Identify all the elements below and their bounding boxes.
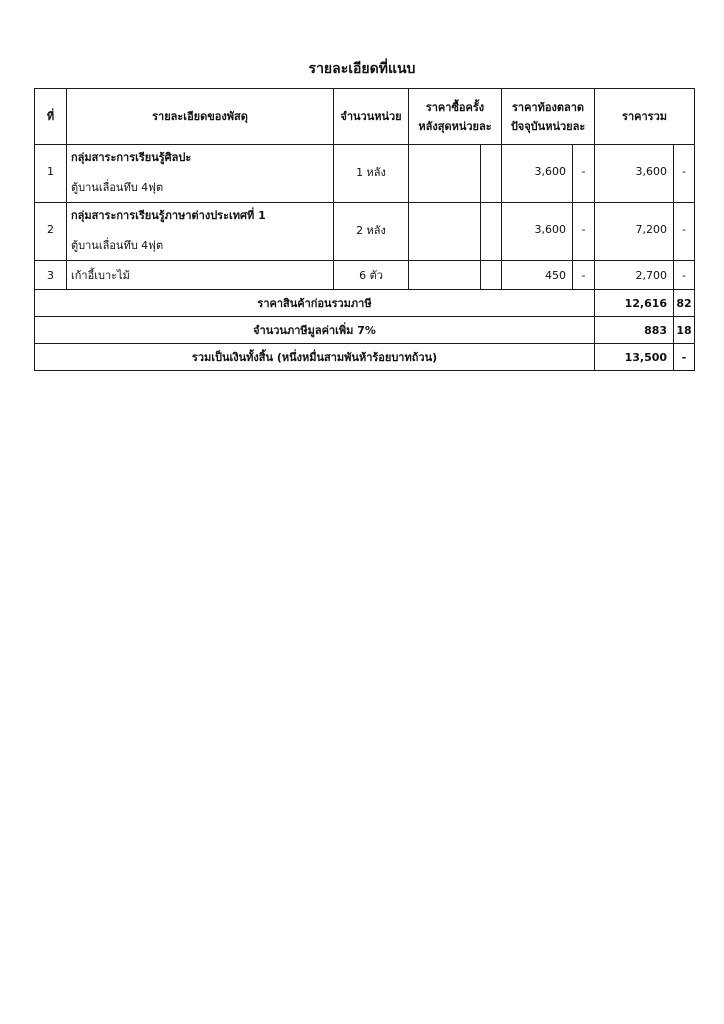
row-market-price: 3,600: [502, 145, 573, 203]
row-item-name: เก้าอี้เบาะไม้: [67, 261, 334, 290]
row-qty: 6 ตัว: [334, 261, 409, 290]
row-item-name: ตู้บานเลื่อนทึบ 4ฟุต: [71, 238, 164, 252]
row-group-title: กลุ่มสาระการเรียนรู้ศิลปะ: [71, 150, 192, 164]
row-qty: 2 หลัง: [334, 203, 409, 261]
header-market-price-line1: ราคาท้องตลาด: [511, 100, 585, 114]
header-last-price-line1: ราคาซื้อครั้ง: [425, 100, 485, 114]
header-last-price: [409, 89, 502, 145]
grand-total-label: รวมเป็นเงินทั้งสิ้น (หนึ่งหมื่นสามพันห้าร้อยบาทถ้วน): [35, 344, 595, 371]
row-total-dec: -: [674, 203, 695, 261]
row-detail: [67, 203, 334, 261]
table-row: [35, 261, 695, 290]
grand-total-value: 13,500: [595, 344, 674, 371]
row-last-price: [409, 203, 481, 261]
header-market-price: [502, 89, 595, 145]
vat-value: 883: [595, 317, 674, 344]
row-number: 1: [35, 145, 67, 203]
subtotal-row: [35, 290, 695, 317]
row-last-price: [409, 261, 481, 290]
header-detail: รายละเอียดของพัสดุ: [67, 89, 334, 145]
row-last-price: [409, 145, 481, 203]
row-market-price-dec: -: [573, 261, 595, 290]
row-detail: [67, 145, 334, 203]
row-market-price-dec: -: [573, 145, 595, 203]
row-market-price: 3,600: [502, 203, 573, 261]
items-table: [34, 88, 695, 371]
row-group-title: กลุ่มสาระการเรียนรู้ภาษาต่างประเทศที่ 1: [71, 208, 266, 222]
subtotal-dec: 82: [674, 290, 695, 317]
subtotal-value: 12,616: [595, 290, 674, 317]
row-number: 3: [35, 261, 67, 290]
row-number: 2: [35, 203, 67, 261]
header-total: ราคารวม: [595, 89, 695, 145]
row-total: 3,600: [595, 145, 674, 203]
vat-dec: 18: [674, 317, 695, 344]
header-qty: จำนวนหน่วย: [334, 89, 409, 145]
row-last-price-dec: [481, 145, 502, 203]
subtotal-label: ราคาสินค้าก่อนรวมภาษี: [35, 290, 595, 317]
row-item-name: ตู้บานเลื่อนทึบ 4ฟุต: [71, 180, 164, 194]
row-last-price-dec: [481, 261, 502, 290]
header-no: ที่: [35, 89, 67, 145]
table-row: [35, 203, 695, 261]
row-last-price-dec: [481, 203, 502, 261]
table-row: [35, 145, 695, 203]
header-market-price-line2: ปัจจุบันหน่วยละ: [510, 119, 586, 133]
grand-total-row: [35, 344, 695, 371]
row-market-price: 450: [502, 261, 573, 290]
row-total: 2,700: [595, 261, 674, 290]
row-total-dec: -: [674, 261, 695, 290]
header-row: [35, 89, 695, 145]
page-title: รายละเอียดที่แนบ: [308, 61, 416, 77]
row-total-dec: -: [674, 145, 695, 203]
row-total: 7,200: [595, 203, 674, 261]
row-qty: 1 หลัง: [334, 145, 409, 203]
header-last-price-line2: หลังสุดหน่วยละ: [418, 119, 492, 133]
row-market-price-dec: -: [573, 203, 595, 261]
grand-total-dec: -: [674, 344, 695, 371]
vat-row: [35, 317, 695, 344]
vat-label: จำนวนภาษีมูลค่าเพิ่ม 7%: [35, 317, 595, 344]
